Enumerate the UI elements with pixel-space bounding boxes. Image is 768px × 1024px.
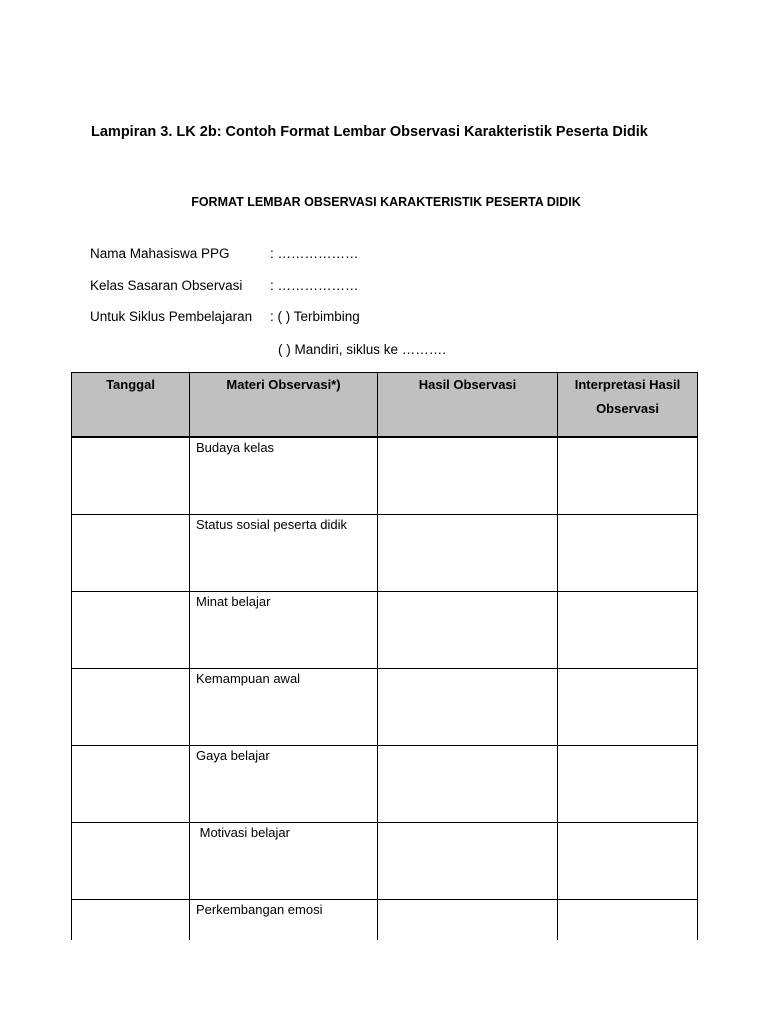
cell-hasil [378, 900, 558, 941]
cell-hasil [378, 437, 558, 515]
document-title: Lampiran 3. LK 2b: Contoh Format Lembar Observasi Karakteristik Peserta Didik [91, 124, 648, 140]
cell-interpretasi [558, 515, 698, 592]
header-hasil-observasi: Hasil Observasi [378, 373, 558, 438]
cell-interpretasi [558, 592, 698, 669]
table-row [72, 437, 698, 515]
cell-interpretasi [558, 823, 698, 900]
cell-materi: Gaya belajar [190, 746, 378, 823]
cell-materi: Minat belajar [190, 592, 378, 669]
cell-tanggal [72, 746, 190, 823]
field-label: Nama Mahasiswa PPG [90, 246, 230, 261]
table-header-row [72, 373, 698, 438]
header-tanggal: Tanggal [72, 373, 190, 438]
header-interpretasi: Interpretasi Hasil Observasi [558, 373, 698, 438]
cell-materi: Motivasi belajar [190, 823, 378, 900]
cell-interpretasi [558, 900, 698, 941]
cell-materi: Kemampuan awal [190, 669, 378, 746]
cell-tanggal [72, 592, 190, 669]
field-value: : ……………… [270, 278, 359, 293]
cell-interpretasi [558, 437, 698, 515]
field-siklus-mandiri: ( ) Mandiri, siklus ke ………. [278, 342, 447, 357]
cell-hasil [378, 592, 558, 669]
field-value: : ( ) Terbimbing [270, 309, 360, 324]
form-title: FORMAT LEMBAR OBSERVASI KARAKTERISTIK PESERTA DIDIK [191, 195, 581, 209]
table-row [72, 515, 698, 592]
cell-tanggal [72, 823, 190, 900]
header-materi-observasi: Materi Observasi*) [190, 373, 378, 438]
cell-materi: Perkembangan emosi [190, 900, 378, 941]
cell-hasil [378, 823, 558, 900]
cell-hasil [378, 669, 558, 746]
cell-materi: Status sosial peserta didik [190, 515, 378, 592]
cell-materi: Budaya kelas [190, 437, 378, 515]
cell-hasil [378, 515, 558, 592]
field-kelas-sasaran [90, 278, 359, 293]
cell-hasil [378, 746, 558, 823]
table-row [72, 823, 698, 900]
field-label: Untuk Siklus Pembelajaran [90, 309, 253, 324]
table-row [72, 592, 698, 669]
cell-interpretasi [558, 669, 698, 746]
field-label: Kelas Sasaran Observasi [90, 278, 243, 293]
table-row [72, 900, 698, 941]
field-nama-mahasiswa [90, 246, 359, 261]
cell-tanggal [72, 437, 190, 515]
cell-tanggal [72, 900, 190, 941]
table-row [72, 669, 698, 746]
observation-table [71, 372, 698, 940]
cell-tanggal [72, 669, 190, 746]
field-value: : ……………… [270, 246, 359, 261]
field-siklus-pembelajaran [90, 309, 360, 324]
cell-interpretasi [558, 746, 698, 823]
table-row [72, 746, 698, 823]
cell-tanggal [72, 515, 190, 592]
